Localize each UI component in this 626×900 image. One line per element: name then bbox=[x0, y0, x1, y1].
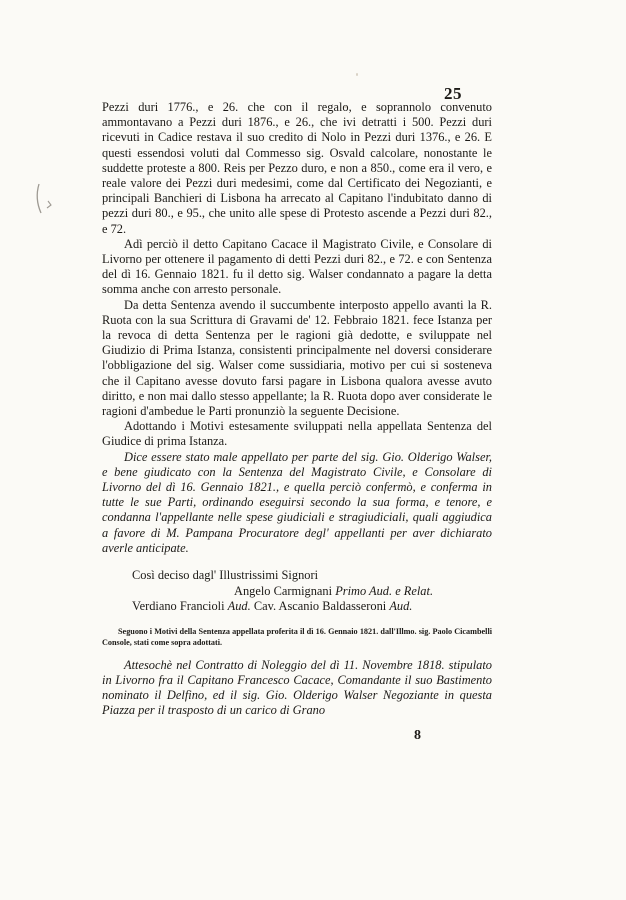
margin-annotation bbox=[33, 180, 57, 222]
judge-role: Aud. bbox=[227, 599, 251, 614]
signature-judge-line2 bbox=[102, 599, 492, 615]
document-body bbox=[102, 100, 492, 718]
signature-mark: 8 bbox=[414, 728, 421, 743]
judge-name: Verdiano Francioli bbox=[132, 599, 225, 614]
judge-role: Primo Aud. e Relat. bbox=[335, 583, 434, 598]
signature-intro: Così deciso dagl' Illustrissimi Signori bbox=[132, 568, 319, 583]
page-number: 25 bbox=[444, 84, 462, 103]
judge-name: Cav. Ascanio Baldasseroni bbox=[253, 599, 387, 614]
final-paragraph: Attesochè nel Contratto di Noleggio del dì 11. Novembre 1818. stipulato in Livorno fra il Capitano Francesco Cacace, Comandante il suo Bastimento nominato il Delfino, ed il sig. Gio. Olderigo Walser Negoziante in questa Piazza per il trasposto di un carico di Grano bbox=[102, 657, 492, 718]
paragraph-appeal: Da detta Sentenza avendo il succumbente interposto appello avanti la R. Ruota con la sua Scrittura di Gravami de' 12. Febbraio 1821. fece Istanza per la revoca di detta Sentenza per le ragioni già dedotte, e sviluppate nel Giudizio di Prima Istanza, consistenti principalmente nel doversi considerare l'obbligazione del sig. Walser come sussidiaria, motivo per cui si sosteneva che il Capitano avesse dovuto farsi pagare in Lisbona qualora avesse avuto diritto, e non mai dallo stesso appellante; la R. Ruota dopo aver considerate le ragioni d'ambedue le Parti pronunziò la seguente Decisione. bbox=[102, 297, 492, 419]
signature-judge-line1 bbox=[102, 584, 492, 600]
decision-text: Dice essere stato male appellato per parte del sig. Gio. Olderigo Walser, e bene giudicato con la Sentenza del Magistrato Civile, e Consolare di Livorno del dì 16. Gennaio 1821., e quella perciò confermò, e conferma in tutte le sue Parti, ordinando eseguirsi secondo la sua forma, e tenore, e condanna l'appellante nelle spese giudiciali e stragiudiciali, quali aggiudica a favore di M. Pampana Procuratore degl' appellanti per aver dichiarato averle anticipate. bbox=[102, 449, 492, 555]
paragraph-first-sentence: Adì perciò il detto Capitano Cacace il Magistrato Civile, e Consolare di Livorno per ottenere il pagamento di detti Pezzi duri 82., e 72. e con Sentenza del dì 16. Gennaio 1821. fu il detto sig. Walser condannato a pagare la detta somma anche con arresto personale. bbox=[102, 236, 492, 297]
judge-name: Angelo Carmignani bbox=[234, 583, 333, 598]
footnote: Seguono i Motivi della Sentenza appellata proferita il dì 16. Gennaio 1821. dall'Illmo. sig. Paolo Cicambelli Console, stati come sopra adottati. bbox=[102, 626, 492, 647]
signature-block bbox=[102, 568, 492, 615]
judge-role: Aud. bbox=[389, 599, 413, 614]
paper-speck bbox=[356, 73, 358, 76]
paragraph-payment-calculation: Pezzi duri 1776., e 26. che con il regalo, e soprannolo convenuto ammontavano a Pezzi duri 1876., e 26., che ivi detratti i 500. Pezzi duri ricevuti in Cadice restava il suo credito di Nolo in Pezzi duri 1376., e 26. E questi essendosi voluti dal Commesso sig. Osvald calcolare, nonostante le suddette proteste a 800. Reis per Pezzo duro, e non a 850., come era il vero, e reale valore dei Pezzi duri medesimi, come dal Certificato dei Negozianti, e principali Banchieri di Lisbona ha arrecato al Capitano l'indubitato danno di pezzi duri 80., e 95., che unito alle spese di Protesto ascende a Pezzi duri 82., e 72. bbox=[102, 100, 492, 236]
paragraph-adopting-motives: Adottando i Motivi estesamente sviluppati nella appellata Sentenza del Giudice di prima Istanza. bbox=[102, 419, 492, 449]
